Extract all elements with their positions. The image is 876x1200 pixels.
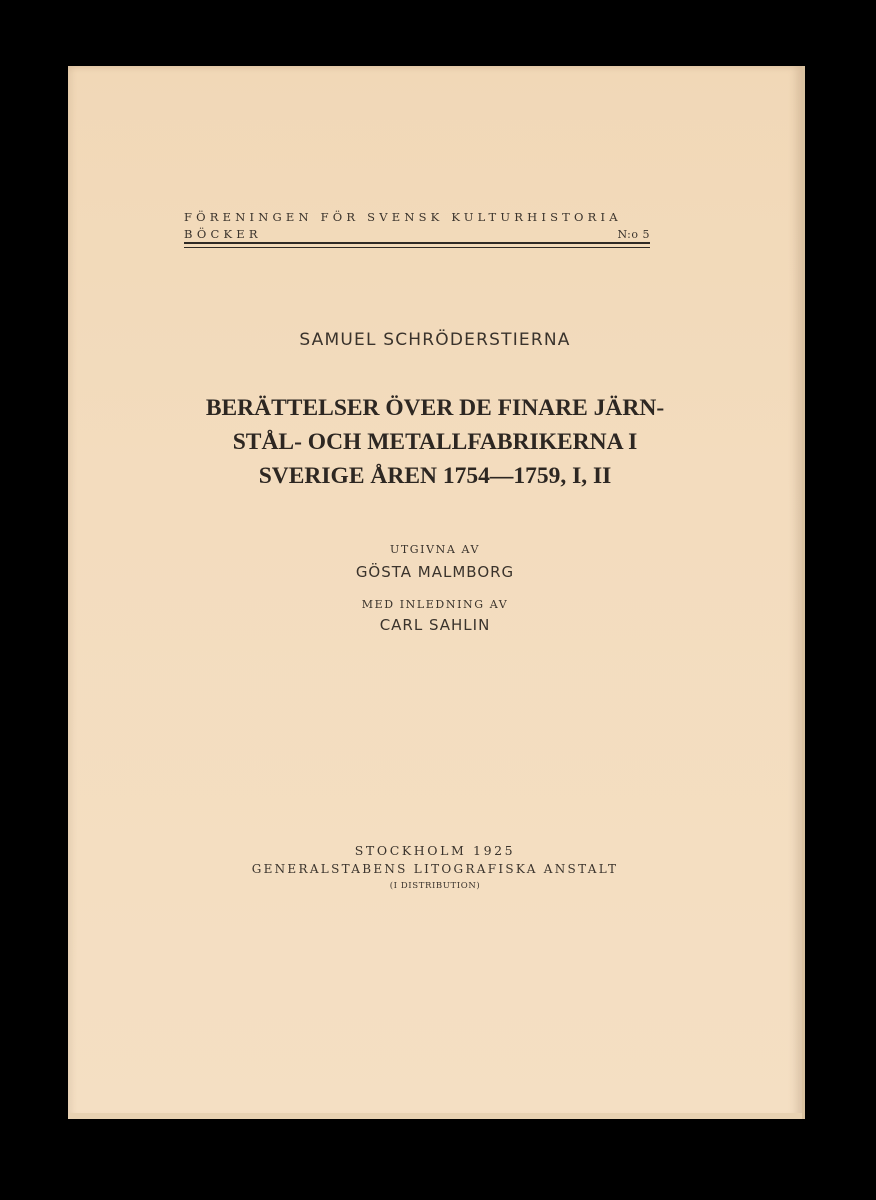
editor-label: UTGIVNA AV xyxy=(389,543,481,556)
series-number: N:o 5 xyxy=(617,228,650,241)
publisher: GENERALSTABENS LITOGRAFISKA ANSTALT xyxy=(251,862,619,876)
title-line-1: BERÄTTELSER ÖVER DE FINARE JÄRN- xyxy=(205,395,665,421)
author-name: SAMUEL SCHRÖDERSTIERNA xyxy=(299,330,571,350)
header-rule-thick xyxy=(184,242,650,244)
distribution-note: (I DISTRIBUTION) xyxy=(389,881,481,891)
book-title xyxy=(68,391,802,493)
place-year: STOCKHOLM 1925 xyxy=(354,843,516,858)
series-header xyxy=(184,210,650,241)
introduction-author: CARL SAHLIN xyxy=(379,616,491,634)
series-subtitle: BÖCKER xyxy=(184,227,262,241)
book-cover xyxy=(68,66,805,1119)
title-line-3: SVERIGE ÅREN 1754—1759, I, II xyxy=(258,463,612,489)
series-name: FÖRENINGEN FÖR SVENSK KULTURHISTORIA xyxy=(184,210,622,224)
series-row-1 xyxy=(184,210,650,224)
title-line-2: STÅL- OCH METALLFABRIKERNA I xyxy=(232,429,638,455)
series-row-2 xyxy=(184,227,650,241)
editor-name: GÖSTA MALMBORG xyxy=(355,563,515,581)
header-rule-thin xyxy=(184,247,650,248)
introduction-label: MED INLEDNING AV xyxy=(361,598,509,611)
